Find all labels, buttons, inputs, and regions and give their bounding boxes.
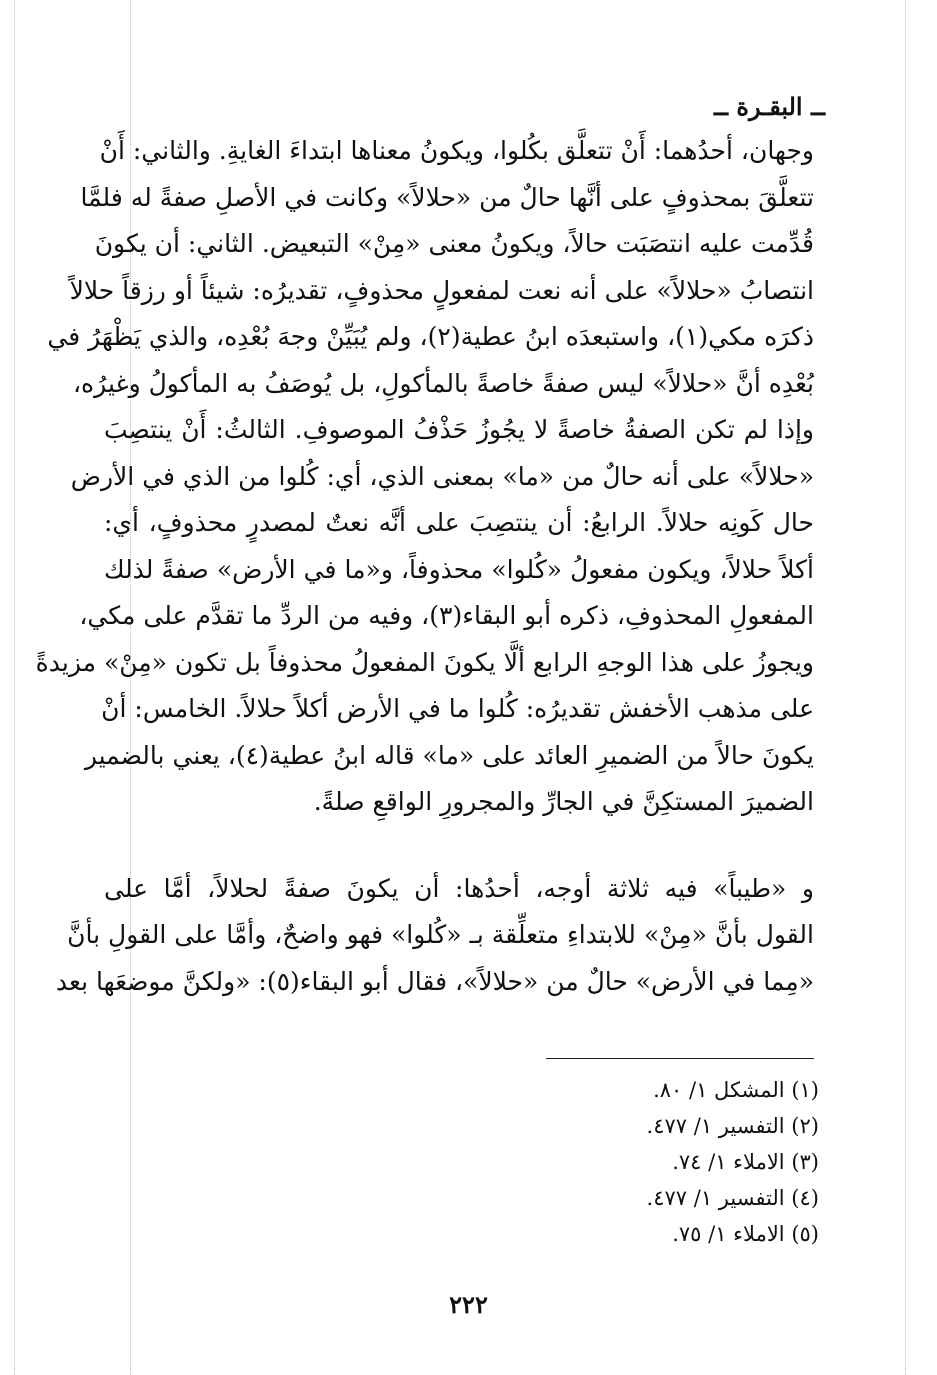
footnotes: [647, 1072, 819, 1252]
footnote: (٥) الاملاء ١/ ٧٥.: [672, 1222, 819, 1246]
text-line: يكونَ حالاً من الضميرِ العائد على «ما» قاله ابنُ عطية(٤)، يعني بالضمير: [84, 740, 814, 770]
margin-guide: [14, 0, 15, 1375]
footnote: (٣) الاملاء ١/ ٧٤.: [672, 1150, 819, 1174]
text-line: «مِما في الأرض» حالٌ من «حلالاً»، فقال أبو البقاء(٥): «ولكنَّ موضعَها بعد: [55, 966, 814, 996]
footnote: (٢) التفسير ١/ ٤٧٧.: [646, 1114, 819, 1138]
main-text: [35, 128, 814, 1005]
text-line: أكلاً حلالاً، ويكون مفعولُ «كُلوا» محذوفاً، و«ما في الأرض» صفةً لذلك: [104, 554, 814, 584]
text-line: ذكرَه مكي(١)، واستبعدَه ابنُ عطية(٢)، ولم يُبَيِّنْ وجهَ بُعْدِه، والذي يَظْهَرُ في: [47, 322, 814, 351]
text-line: وإذا لم تكن الصفةُ خاصةً لا يجُوزُ حَذْفُ الموصوفِ. الثالثُ: أَنْ ينتصِبَ: [104, 415, 814, 444]
text-line: على مذهب الأخفش تقديرُه: كُلوا ما في الأرض أكلاً حلالاً. الخامس: أنْ: [101, 694, 814, 723]
margin-guide: [905, 0, 906, 1375]
footnote: (٤) التفسير ١/ ٤٧٧.: [646, 1186, 819, 1210]
running-header: ــ البقـرة ــ: [713, 92, 825, 121]
footnote-separator: [546, 1058, 814, 1059]
text-line: ويجوزُ على هذا الوجهِ الرابع ألَّا يكونَ المفعولُ محذوفاً بل تكون «مِنْ» مزيدةً: [35, 647, 814, 677]
text-line: القول بأنَّ «مِنْ» للابتداءِ متعلِّقة بـ «كُلوا» فهو واضحٌ، وأمَّا على القولِ بأنَّ: [67, 920, 814, 949]
text-line: المفعولِ المحذوفِ، ذكره أبو البقاء(٣)، وفيه من الردِّ ما تقدَّم على مكي،: [79, 601, 814, 630]
page-number: ٢٢٢: [449, 1290, 488, 1319]
text-line: انتصابُ «حلالاً» على أنه نعت لمفعولٍ محذوفٍ، تقديرُه: شيئاً أو رزقاً حلالاً: [69, 275, 814, 305]
text-line: «حلالاً» على أنه حالٌ من «ما» بمعنى الذي، أي: كُلوا من الذي في الأرض: [70, 461, 814, 491]
text-line: الضميرَ المستكِنَّ في الجارِّ والمجرورِ الواقعِ صلةً.: [313, 787, 814, 816]
text-line: قُدِّمت عليه انتصَبَت حالاً، ويكونُ معنى «مِنْ» التبعيض. الثاني: أن يكونَ: [94, 229, 814, 258]
footnote: (١) المشكل ١/ ٨٠.: [653, 1078, 819, 1102]
text-line: حال كَونِه حلالاً. الرابعُ: أن ينتصِبَ على أنَّه نعتٌ لمصدرٍ محذوفٍ، أي:: [104, 508, 814, 537]
text-line: تتعلَّقَ بمحذوفٍ على أنَّها حالٌ من «حلالاً» وكانت في الأصلِ صفةً له فلمَّا: [80, 182, 814, 212]
text-line: بُعْدِه أنَّ «حلالاً» ليس صفةً خاصةً بالمأكولِ، بل يُوصَفُ به المأكولُ وغيرُه،: [72, 368, 814, 398]
text-line: و «طيباً» فيه ثلاثة أوجه، أحدُها: أن يكونَ صفةً لحلالاً، أمَّا على: [104, 873, 814, 903]
paragraph-gap: [104, 826, 814, 866]
text-line: وجهان، أحدُهما: أَنْ تتعلَّق بكُلوا، ويكونُ معناها ابتداءَ الغايةِ. والثاني: أَنْ: [99, 136, 814, 165]
